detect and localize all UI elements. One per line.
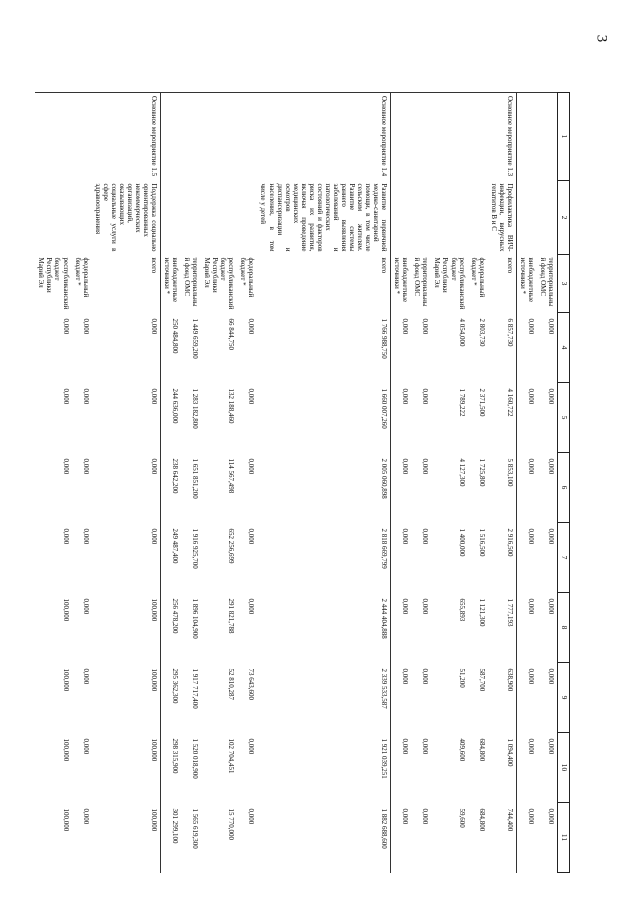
amount-cell: 301 299,100 xyxy=(171,808,180,844)
amount-cell: 298 315,900 xyxy=(171,738,180,774)
amount-cell: 0,000 xyxy=(92,453,161,523)
table-row xyxy=(431,93,467,873)
measure-description-cell: Развитие первичной медико-санитарной помощи, в том числе сельским жителям. Развитие системы раннего выявления заболеваний и патологических состояний и факторов риска их развития, включая проведение медицинских осмотров и диспансеризации населения, в том числе у детей xyxy=(257,181,390,255)
funding-source-cell: внебюджетные источники * xyxy=(518,257,535,303)
amount-cell: 291 821,788 xyxy=(227,598,236,634)
funding-source-cell: республиканский бюджет Республики Марий Эл xyxy=(433,257,466,310)
measure-description-cell xyxy=(391,181,412,255)
amount-cell: 0,000 xyxy=(247,598,256,615)
amount-cell: 0,000 xyxy=(247,388,256,405)
measure-name-cell xyxy=(537,93,558,181)
amount-cell: 684,800 xyxy=(477,808,486,832)
measure-description-cell: Поддержка социально ориентированных некоммерческих организаций, оказывающих социальные услуги в сфере здравоохранения xyxy=(92,181,161,255)
column-header: 10 xyxy=(558,733,570,803)
funding-source-cell: федеральный бюджет * xyxy=(239,257,256,298)
funding-source-cell: республиканский бюджет Республики Марий Эл xyxy=(203,257,236,310)
amount-cell: 1 449 659,200 xyxy=(191,318,200,359)
measure-description-cell xyxy=(72,181,92,255)
table-row xyxy=(92,93,161,873)
amount-cell: 0,000 xyxy=(81,318,90,335)
funding-source-cell: территориальный фонд ОМС xyxy=(538,257,555,307)
amount-cell: 0,000 xyxy=(526,668,535,685)
amount-cell: 1 896 104,900 xyxy=(191,598,200,639)
measure-description-cell xyxy=(237,181,257,255)
amount-cell: 0,000 xyxy=(547,388,555,405)
amount-cell: 102 704,451 xyxy=(227,738,236,774)
amount-cell: 1 882 688,600 xyxy=(257,803,390,873)
amount-cell: 52 810,287 xyxy=(227,668,236,700)
measure-name-cell: Основное мероприятие 1.3 xyxy=(488,93,517,181)
column-header: 5 xyxy=(558,383,570,453)
amount-cell: 655,893 xyxy=(457,598,466,622)
amount-cell: 0,000 xyxy=(421,738,430,755)
header-row xyxy=(558,93,570,873)
amount-cell: 238 642,200 xyxy=(171,458,180,494)
column-header: 8 xyxy=(558,593,570,663)
funding-source-cell: территориальный фонд ОМС xyxy=(413,257,430,307)
amount-cell: 295 362,300 xyxy=(171,668,180,704)
amount-cell: 100,000 xyxy=(92,593,161,663)
amount-cell: 1 917 717,400 xyxy=(191,668,200,709)
measure-name-cell xyxy=(391,93,412,181)
amount-cell: 0,000 xyxy=(247,808,256,825)
amount-cell: 0,000 xyxy=(547,318,555,335)
measure-name-cell xyxy=(72,93,92,181)
amount-cell: 0,000 xyxy=(92,313,161,383)
amount-cell: 114 567,498 xyxy=(227,458,236,494)
amount-cell: 0,000 xyxy=(61,388,70,405)
amount-cell: 2 444 404,888 xyxy=(257,593,390,663)
amount-cell: 0,000 xyxy=(247,458,256,475)
amount-cell: 1 916 925,700 xyxy=(191,528,200,569)
amount-cell: 1 660 007,260 xyxy=(257,383,390,453)
table-body xyxy=(35,93,557,873)
amount-cell: 15 770,000 xyxy=(227,808,236,840)
amount-cell: 0,000 xyxy=(401,388,410,405)
amount-cell: 100,000 xyxy=(61,668,70,692)
amount-cell: 5 853,100 xyxy=(488,453,517,523)
amount-cell: 0,000 xyxy=(547,738,555,755)
table-row xyxy=(160,93,181,873)
measure-name-cell: Основное мероприятие 1.4 xyxy=(257,93,390,181)
amount-cell: 1 565 619,300 xyxy=(191,808,200,849)
amount-cell: 638,900 xyxy=(488,663,517,733)
amount-cell: 0,000 xyxy=(421,318,430,335)
measure-name-cell xyxy=(468,93,488,181)
amount-cell: 0,000 xyxy=(526,318,535,335)
amount-cell: 0,000 xyxy=(81,808,90,825)
amount-cell: 1 094,400 xyxy=(488,733,517,803)
column-header: 1 xyxy=(558,93,570,181)
measure-name-cell: Основное мероприятие 1.5 xyxy=(92,93,161,181)
amount-cell: 652 256,699 xyxy=(227,528,236,564)
amount-cell: 1 921 039,251 xyxy=(257,733,390,803)
table-row xyxy=(257,93,390,873)
table-row xyxy=(201,93,237,873)
funding-table xyxy=(35,92,570,873)
table-row xyxy=(468,93,488,873)
funding-source-cell: республиканский бюджет Республики Марий Эл xyxy=(37,257,70,310)
funding-source-cell: всего xyxy=(92,255,161,313)
amount-cell: 0,000 xyxy=(92,523,161,593)
column-header: 4 xyxy=(558,313,570,383)
measure-description-cell xyxy=(468,181,488,255)
amount-cell: 0,000 xyxy=(547,668,555,685)
amount-cell: 0,000 xyxy=(401,458,410,475)
amount-cell: 1 400,000 xyxy=(457,528,466,557)
amount-cell: 0,000 xyxy=(421,388,430,405)
amount-cell: 0,000 xyxy=(526,738,535,755)
amount-cell: 0,000 xyxy=(526,808,535,825)
amount-cell: 1 520 018,900 xyxy=(191,738,200,779)
amount-cell: 100,000 xyxy=(61,598,70,622)
measure-description-cell xyxy=(431,181,467,255)
amount-cell: 587,700 xyxy=(477,668,486,692)
measure-description-cell xyxy=(516,181,537,255)
table-row xyxy=(516,93,537,873)
measure-description-cell xyxy=(537,181,558,255)
funding-source-cell: внебюджетные источники * xyxy=(393,257,410,303)
column-header: 9 xyxy=(558,663,570,733)
funding-source-cell: федеральный бюджет * xyxy=(469,257,486,298)
column-header: 3 xyxy=(558,255,570,313)
amount-cell: 6 857,730 xyxy=(488,313,517,383)
table-row xyxy=(411,93,431,873)
amount-cell: 0,000 xyxy=(421,668,430,685)
column-header: 2 xyxy=(558,181,570,255)
amount-cell: 409,600 xyxy=(457,738,466,762)
measure-name-cell xyxy=(35,93,71,181)
amount-cell: 0,000 xyxy=(247,318,256,335)
funding-source-cell: всего xyxy=(488,255,517,313)
amount-cell: 0,000 xyxy=(61,528,70,545)
amount-cell: 1 766 988,750 xyxy=(257,313,390,383)
amount-cell: 100,000 xyxy=(92,663,161,733)
amount-cell: 1 121,300 xyxy=(477,598,486,627)
amount-cell: 0,000 xyxy=(526,528,535,545)
measure-name-cell xyxy=(201,93,237,181)
measure-description-cell xyxy=(181,181,201,255)
amount-cell: 1 777,193 xyxy=(488,593,517,663)
table-row xyxy=(35,93,71,873)
amount-cell: 2 005 060,898 xyxy=(257,453,390,523)
table-row xyxy=(237,93,257,873)
measure-description-cell: Профилактика ВИЧ-инфекции, вирусных гепатитов В и С xyxy=(488,181,517,255)
amount-cell: 4 127,300 xyxy=(457,458,466,487)
measure-name-cell xyxy=(237,93,257,181)
amount-cell: 100,000 xyxy=(92,803,161,873)
amount-cell: 684,800 xyxy=(477,738,486,762)
amount-cell: 244 636,000 xyxy=(171,388,180,424)
funding-source-cell: территориальный фонд ОМС xyxy=(183,257,200,307)
amount-cell: 2 916,500 xyxy=(488,523,517,593)
amount-cell: 51,200 xyxy=(457,668,466,688)
amount-cell: 0,000 xyxy=(61,458,70,475)
amount-cell: 256 478,200 xyxy=(171,598,180,634)
amount-cell: 0,000 xyxy=(81,668,90,685)
table-row xyxy=(181,93,201,873)
amount-cell: 0,000 xyxy=(81,598,90,615)
amount-cell: 0,000 xyxy=(81,528,90,545)
amount-cell: 249 487,400 xyxy=(171,528,180,564)
amount-cell: 0,000 xyxy=(401,808,410,825)
rotated-page xyxy=(37,92,570,872)
amount-cell: 0,000 xyxy=(81,458,90,475)
column-header: 11 xyxy=(558,803,570,873)
table-row xyxy=(537,93,558,873)
amount-cell: 66 844,750 xyxy=(227,318,236,350)
amount-cell: 2 818 669,799 xyxy=(257,523,390,593)
amount-cell: 0,000 xyxy=(547,808,555,825)
amount-cell: 0,000 xyxy=(547,598,555,615)
amount-cell: 0,000 xyxy=(421,808,430,825)
amount-cell: 100,000 xyxy=(61,738,70,762)
amount-cell: 0,000 xyxy=(547,458,555,475)
table-row xyxy=(391,93,412,873)
amount-cell: 2 371,500 xyxy=(477,388,486,417)
amount-cell: 0,000 xyxy=(547,528,555,545)
amount-cell: 2 803,730 xyxy=(477,318,486,347)
amount-cell: 0,000 xyxy=(526,598,535,615)
measure-description-cell xyxy=(160,181,181,255)
amount-cell: 0,000 xyxy=(421,528,430,545)
amount-cell: 0,000 xyxy=(401,738,410,755)
measure-name-cell xyxy=(516,93,537,181)
funding-source-cell: всего xyxy=(257,255,390,313)
amount-cell: 1 651 851,200 xyxy=(191,458,200,499)
amount-cell: 132 188,460 xyxy=(227,388,236,424)
amount-cell: 0,000 xyxy=(526,388,535,405)
amount-cell: 0,000 xyxy=(247,738,256,755)
amount-cell: 59,600 xyxy=(457,808,466,828)
funding-source-cell: внебюджетные источники * xyxy=(163,257,180,303)
measure-name-cell xyxy=(181,93,201,181)
amount-cell: 1 516,500 xyxy=(477,528,486,557)
amount-cell: 2 339 533,587 xyxy=(257,663,390,733)
amount-cell: 1 725,800 xyxy=(477,458,486,487)
column-header: 7 xyxy=(558,523,570,593)
amount-cell: 0,000 xyxy=(92,383,161,453)
measure-description-cell xyxy=(411,181,431,255)
column-header: 6 xyxy=(558,453,570,523)
amount-cell: 0,000 xyxy=(401,528,410,545)
amount-cell: 1 283 182,800 xyxy=(191,388,200,429)
amount-cell: 100,000 xyxy=(61,808,70,832)
amount-cell: 0,000 xyxy=(61,318,70,335)
amount-cell: 0,000 xyxy=(421,458,430,475)
measure-description-cell xyxy=(35,181,71,255)
amount-cell: 73 643,600 xyxy=(247,668,256,700)
amount-cell: 0,000 xyxy=(526,458,535,475)
table-row xyxy=(488,93,517,873)
table-row xyxy=(72,93,92,873)
amount-cell: 0,000 xyxy=(247,528,256,545)
amount-cell: 744,400 xyxy=(488,803,517,873)
amount-cell: 100,000 xyxy=(92,733,161,803)
page-number: 3 xyxy=(593,34,610,43)
measure-description-cell xyxy=(201,181,237,255)
measure-name-cell xyxy=(431,93,467,181)
amount-cell: 0,000 xyxy=(401,598,410,615)
amount-cell: 0,000 xyxy=(401,318,410,335)
measure-name-cell xyxy=(411,93,431,181)
funding-source-cell: федеральный бюджет * xyxy=(73,257,90,298)
amount-cell: 0,000 xyxy=(421,598,430,615)
amount-cell: 0,000 xyxy=(401,668,410,685)
amount-cell: 4 054,000 xyxy=(457,318,466,347)
amount-cell: 0,000 xyxy=(81,388,90,405)
amount-cell: 0,000 xyxy=(81,738,90,755)
amount-cell: 1 789,222 xyxy=(457,388,466,417)
amount-cell: 250 484,800 xyxy=(171,318,180,354)
measure-name-cell xyxy=(160,93,181,181)
amount-cell: 4 160,722 xyxy=(488,383,517,453)
